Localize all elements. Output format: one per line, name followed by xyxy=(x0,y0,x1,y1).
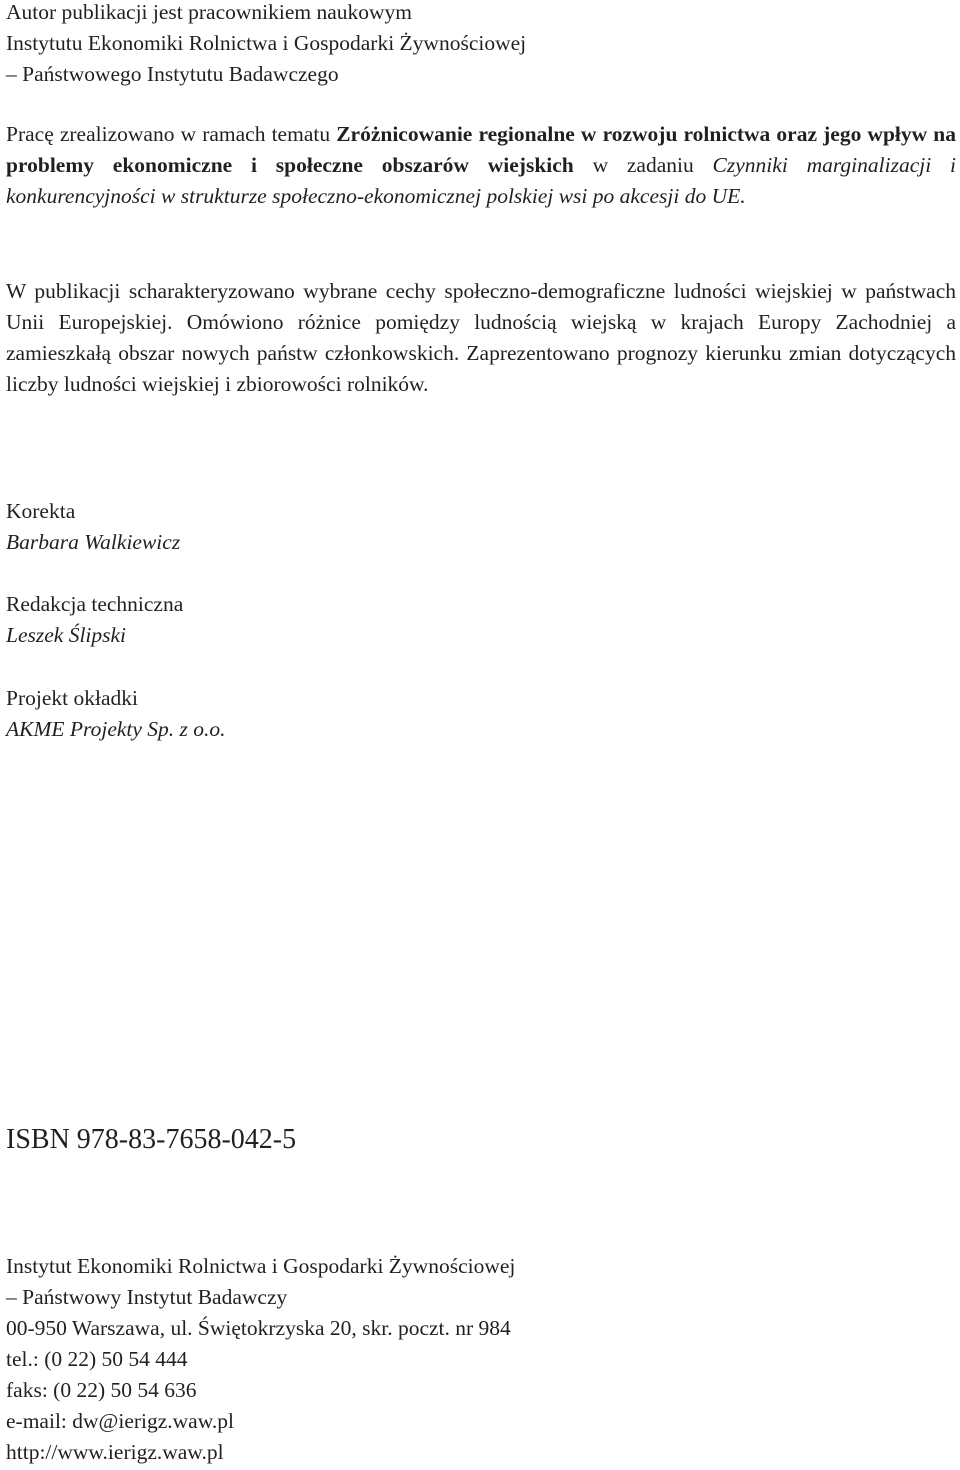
credit-person: Leszek Ślipski xyxy=(6,623,127,647)
task-title: Czynniki marginalizacji i konkurencyjności w strukturze społeczno-ekonomicznej polskiej wsi po akcesji do UE. xyxy=(6,153,956,208)
credit-role: Projekt okładki xyxy=(6,686,138,710)
publisher-name-continued: – Państwowy Instytut Badawczy xyxy=(6,1285,288,1309)
author-note-line-1: Autor publikacji jest pracownikiem naukowym xyxy=(6,0,413,24)
summary-paragraph xyxy=(6,276,956,400)
isbn-number: ISBN 978-83-7658-042-5 xyxy=(6,1124,297,1155)
publisher-email: e-mail: dw@ierigz.waw.pl xyxy=(6,1409,234,1433)
credit-person: AKME Projekty Sp. z o.o. xyxy=(6,717,226,741)
publisher-fax: faks: (0 22) 50 54 636 xyxy=(6,1378,197,1402)
task-intro: w zadaniu xyxy=(573,153,713,177)
topic-title: Zróżnicowanie regionalne w rozwoju rolnictwa oraz jego wpływ na problemy ekonomiczne i społeczne obszarów wiejskich xyxy=(6,122,956,177)
topic-intro: Pracę zrealizowano w ramach tematu xyxy=(6,122,337,146)
publisher-phone: tel.: (0 22) 50 54 444 xyxy=(6,1347,188,1371)
publisher-address: 00-950 Warszawa, ul. Świętokrzyska 20, skr. poczt. nr 984 xyxy=(6,1316,511,1340)
publisher-info xyxy=(6,1251,956,1468)
author-note-line-2: Instytutu Ekonomiki Rolnictwa i Gospodarki Żywnościowej xyxy=(6,31,527,55)
credit-role: Korekta xyxy=(6,499,76,523)
topic-paragraph xyxy=(6,119,956,212)
credit-person: Barbara Walkiewicz xyxy=(6,530,181,554)
credit-role: Redakcja techniczna xyxy=(6,592,184,616)
credit-proofreading xyxy=(6,496,180,558)
summary-text: W publikacji scharakteryzowano wybrane cechy społeczno-demograficzne ludności wiejskiej w państwach Unii Europejskiej. Omówiono różnice pomiędzy ludnością wiejską w krajach Europy Zachodniej a zamieszkałą obszar nowych państw członkowskich. Zaprezentowano prognozy kierunku zmian dotyczących liczby ludności wiejskiej i zbiorowości rolników. xyxy=(6,279,956,396)
author-note xyxy=(6,0,956,90)
publisher-name: Instytut Ekonomiki Rolnictwa i Gospodarki Żywnościowej xyxy=(6,1254,516,1278)
author-note-line-3: – Państwowego Instytutu Badawczego xyxy=(6,62,339,86)
publisher-website: http://www.ierigz.waw.pl xyxy=(6,1440,224,1464)
credit-cover-design xyxy=(6,683,226,745)
credit-technical-editing xyxy=(6,589,183,651)
